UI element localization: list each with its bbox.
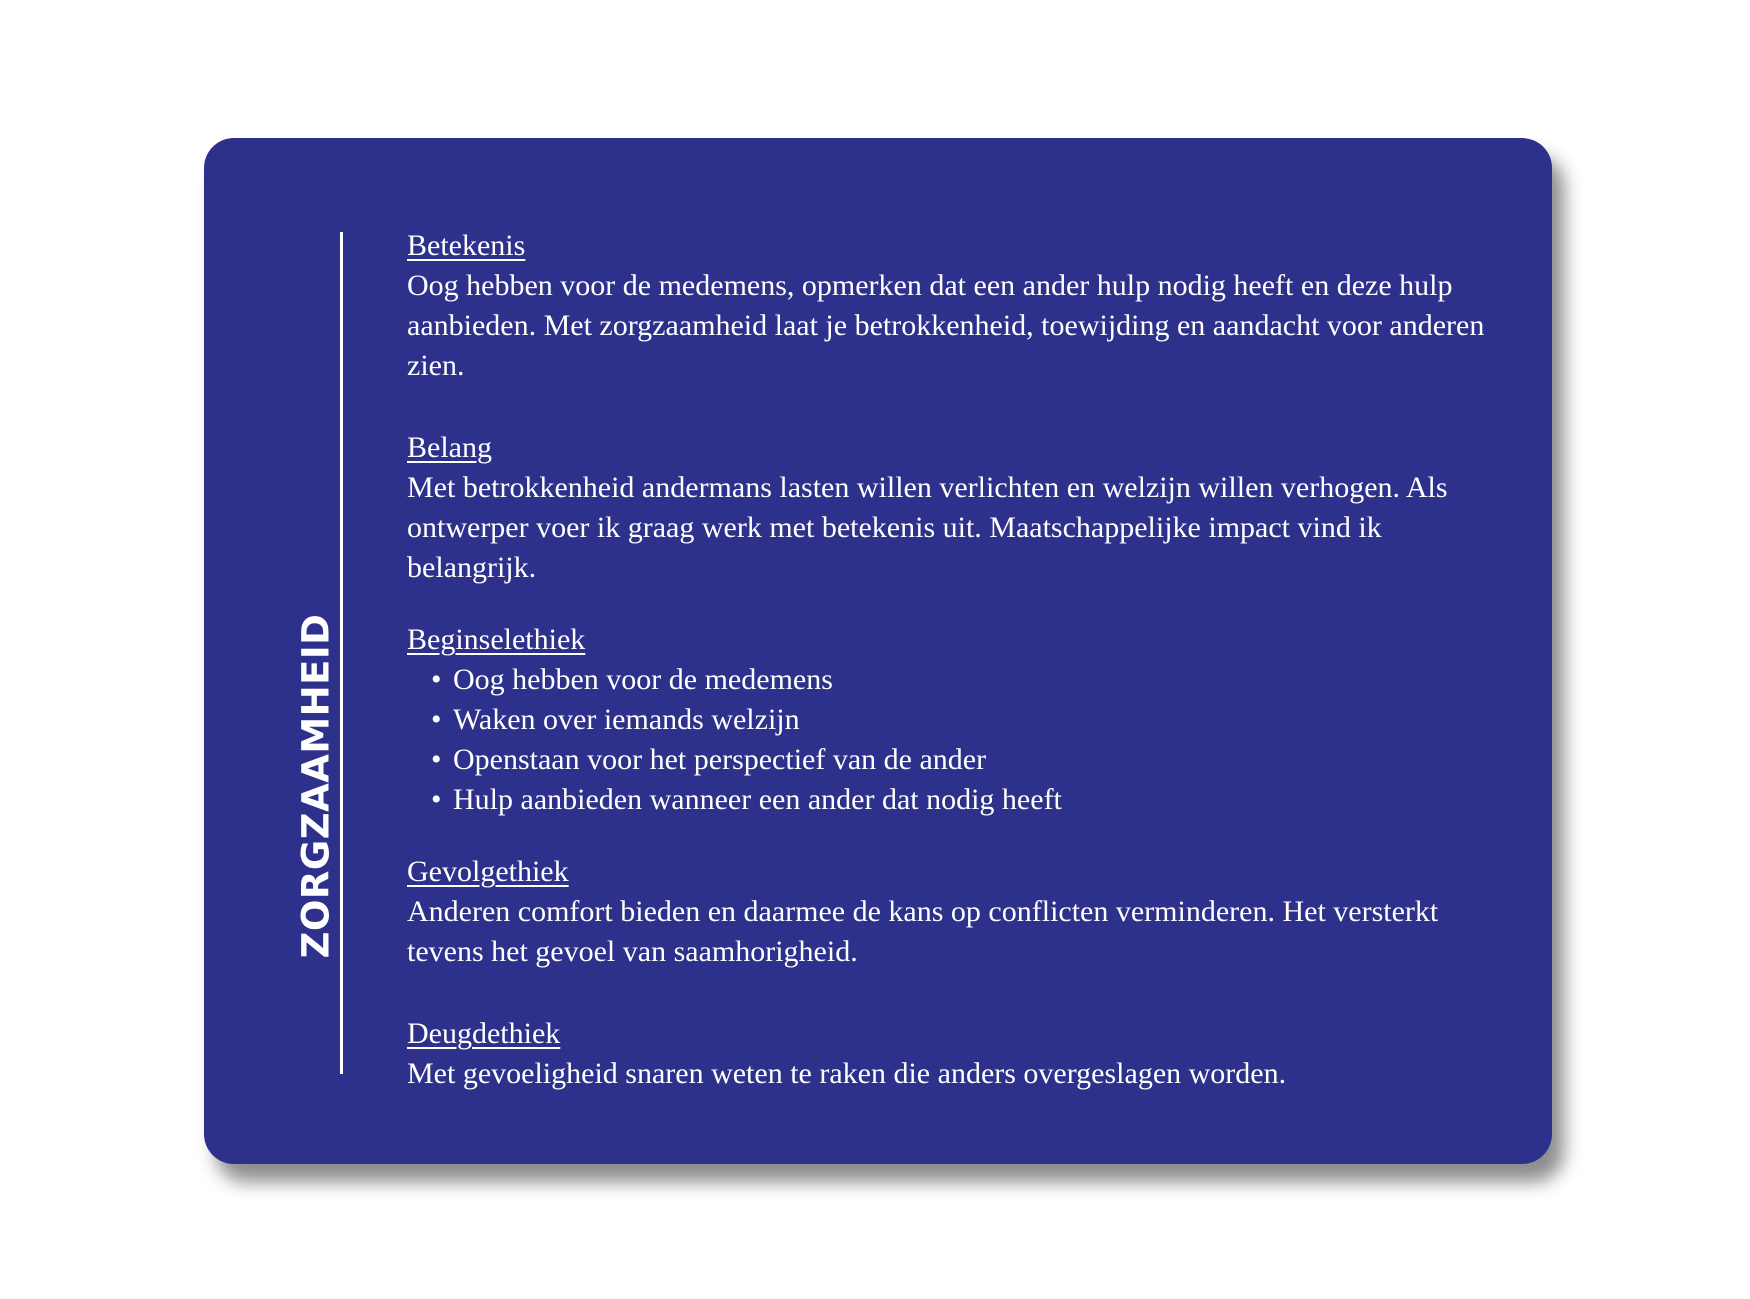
section-text-gevolgethiek: Anderen comfort bieden en daarmee de kans op conflicten verminderen. Het versterkt tevens het gevoel van saamhorigheid. (407, 895, 1439, 968)
bullet-icon: • (431, 663, 442, 696)
section-beginselethiek (407, 620, 1497, 820)
section-text-deugdethiek: Met gevoeligheid snaren weten te raken die anders overgeslagen worden. (407, 1057, 1287, 1090)
vertical-divider (340, 232, 343, 1074)
list-item-text: Hulp aanbieden wanneer een ander dat nodig heeft (453, 783, 1062, 816)
list-item-text: Waken over iemands welzijn (453, 703, 800, 736)
list-item (431, 660, 1497, 700)
section-heading-belang: Belang (407, 431, 492, 464)
value-card (204, 138, 1552, 1164)
section-deugdethiek (407, 1014, 1497, 1094)
section-heading-gevolgethiek: Gevolgethiek (407, 855, 569, 888)
card-content (407, 226, 1497, 1094)
section-text-betekenis: Oog hebben voor de medemens, opmerken dat een ander hulp nodig heeft en deze hulp aanbieden. Met zorgzaamheid laat je betrokkenheid, toewijding en aandacht voor anderen zien. (407, 269, 1485, 382)
bullet-icon: • (431, 703, 442, 736)
card-side-title: ZORGZAAMHEID (294, 613, 338, 959)
section-betekenis (407, 226, 1497, 386)
list-item-text: Openstaan voor het perspectief van de ander (453, 743, 987, 776)
section-heading-deugdethiek: Deugdethiek (407, 1017, 561, 1050)
list-item (431, 780, 1497, 820)
list-item-text: Oog hebben voor de medemens (453, 663, 833, 696)
bullet-icon: • (431, 783, 442, 816)
list-item (431, 700, 1497, 740)
section-heading-beginselethiek: Beginselethiek (407, 623, 586, 656)
section-gevolgethiek (407, 852, 1497, 972)
section-belang (407, 428, 1497, 588)
section-text-belang: Met betrokkenheid andermans lasten willen verlichten en welzijn willen verhogen. Als ontwerper voer ik graag werk met betekenis uit. Maatschappelijke impact vind ik belangrijk. (407, 471, 1448, 584)
section-heading-betekenis: Betekenis (407, 229, 526, 262)
bullet-icon: • (431, 743, 442, 776)
bullet-list (407, 660, 1497, 820)
list-item (431, 740, 1497, 780)
